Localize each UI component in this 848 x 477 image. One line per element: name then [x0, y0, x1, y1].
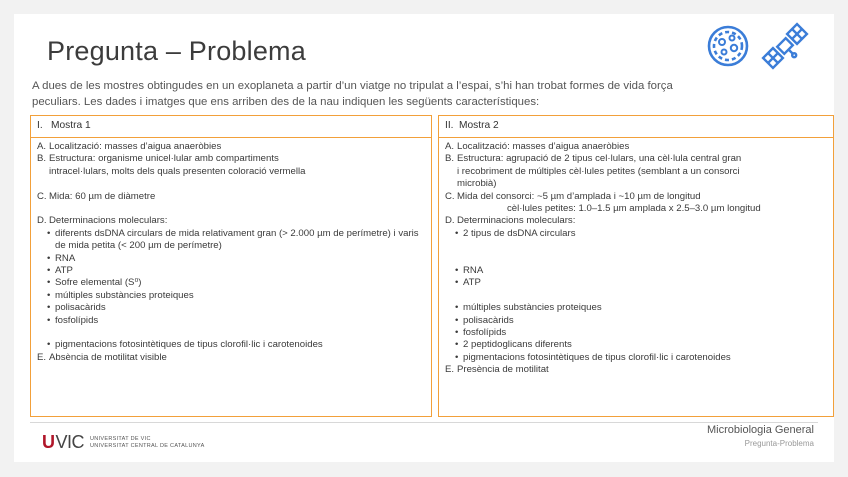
- logo-word: VIC: [55, 432, 85, 452]
- sample-1-title: Mostra 1: [51, 120, 91, 131]
- structure-row: B. Estructura: organisme unicel·lular amb compartiments: [37, 153, 279, 165]
- list-item: • fosfolípids: [455, 327, 507, 339]
- list-item: • pigmentacions fotosintètiques de tipus clorofil·lic i carotenoides: [47, 339, 323, 351]
- list-item: • múltiples substàncies proteiques: [47, 289, 194, 301]
- structure-label: Estructura: [49, 153, 93, 165]
- molecular-row: D. Determinacions moleculars:: [37, 215, 168, 227]
- sample-2-title: Mostra 2: [459, 120, 499, 131]
- section-number: II.: [445, 120, 454, 131]
- list-item: • RNA: [47, 252, 76, 264]
- logo-letter: U: [42, 432, 55, 452]
- uvic-logo: [42, 432, 205, 453]
- location-value: : masses d’aigua anaeròbies: [507, 141, 630, 152]
- logo-line: UNIVERSITAT DE VIC: [90, 435, 151, 442]
- satellite-icon: [763, 24, 812, 73]
- structure-label: Estructura: [457, 153, 501, 165]
- structure-value-cont: microbià): [457, 178, 497, 190]
- location-label: Localització: [457, 141, 508, 152]
- sample-2-header: [439, 116, 833, 138]
- course-name: Microbiologia General: [707, 424, 814, 436]
- list-item: • ATP: [455, 277, 481, 289]
- petri-dish-icon: [709, 27, 747, 65]
- list-item: • polisacàrids: [47, 302, 106, 314]
- molecular-label: Determinacions moleculars: [457, 215, 573, 227]
- list-item: • Sofre elemental (S⁰): [47, 277, 142, 289]
- size-value-cont: cèl·lules petites: 1.0–1.5 µm amplada x 2.5–3.0 µm longitud: [507, 203, 761, 215]
- slide: [14, 14, 834, 462]
- molecular-label: Determinacions moleculars: [49, 215, 165, 227]
- location-label: Localització: [49, 141, 100, 152]
- page-title: Pregunta – Problema: [47, 36, 306, 66]
- size-row: C. Mida: 60 µm de diàmetre: [37, 190, 156, 202]
- footer-info: [707, 424, 814, 448]
- sample-2-body: [439, 138, 833, 377]
- list-item: • 2 peptidoglicans diferents: [455, 339, 572, 351]
- list-item: • ATP: [47, 265, 73, 277]
- list-item: • 2 tipus de dsDNA circulars: [455, 227, 576, 239]
- molecular-row: D. Determinacions moleculars:: [445, 215, 576, 227]
- list-item: • polisacàrids: [455, 314, 514, 326]
- intro-line: A dues de les mostres obtingudes en un exoplaneta a partir d’un viatge no tripulat a l’espai, s’hi han trobat formes de vida força: [32, 80, 673, 92]
- logo-line: UNIVERSITAT CENTRAL DE CATALUNYA: [90, 442, 205, 449]
- header-icons: [700, 18, 818, 74]
- list-item: • RNA: [455, 265, 484, 277]
- structure-value-cont: i recobriment de múltiples cèl·lules petites (semblant a un consorci: [457, 165, 740, 177]
- size-label: Mida del consorci: [457, 190, 532, 202]
- size-value: : 60 µm de diàmetre: [69, 190, 156, 202]
- list-item: • diferents dsDNA circulars de mida relativament gran (> 2.000 µm de perímetre) i varis de mida petita (< 200 µm de perímetre): [47, 227, 419, 252]
- location-value: : masses d’aigua anaeròbies: [99, 141, 222, 152]
- size-row: C. Mida del consorci: ~5 µm d’amplada i ~10 µm de longitud: [445, 190, 701, 202]
- section-number: I.: [37, 120, 43, 131]
- slide-subtitle: Pregunta-Problema: [744, 439, 814, 448]
- size-label: Mida: [49, 190, 70, 202]
- sample-1-body: [31, 138, 431, 364]
- structure-value: : organisme unicel·lular amb compartiments: [92, 153, 279, 165]
- sample-2-box: [438, 115, 834, 417]
- structure-value-cont: intracel·lulars, molts dels quals presenten coloració vermella: [49, 165, 306, 177]
- structure-row: B. Estructura: agrupació de 2 tipus cel·lulars, una cèl·lula central gran: [445, 153, 742, 165]
- list-item: • fosfolípids: [47, 314, 99, 326]
- sample-1-header: [31, 116, 431, 138]
- list-item: • múltiples substàncies proteiques: [455, 302, 602, 314]
- location-row: A. Localització: masses d’aigua anaeròbies: [445, 141, 630, 152]
- intro-line: peculiars. Les dades i imatges que ens arriben des de la nau indiquen les següents característiques:: [32, 96, 540, 108]
- footer-divider: [30, 422, 818, 423]
- motility-label: Presència de motilitat: [457, 364, 549, 376]
- list-item: • pigmentacions fotosintètiques de tipus clorofil·lic i carotenoides: [455, 351, 731, 363]
- motility-label: Absència de motilitat visible: [49, 351, 167, 363]
- intro-text: [32, 78, 828, 110]
- motility-row: E. Presència de motilitat: [445, 364, 833, 376]
- structure-value: : agrupació de 2 tipus cel·lulars, una cèl·lula central gran: [500, 153, 742, 165]
- sample-1-box: [30, 115, 432, 417]
- motility-row: E. Absència de motilitat visible: [37, 352, 431, 364]
- size-value: : ~5 µm d’amplada i ~10 µm de longitud: [531, 190, 701, 202]
- location-row: A. Localització: masses d’aigua anaeròbies: [37, 141, 222, 152]
